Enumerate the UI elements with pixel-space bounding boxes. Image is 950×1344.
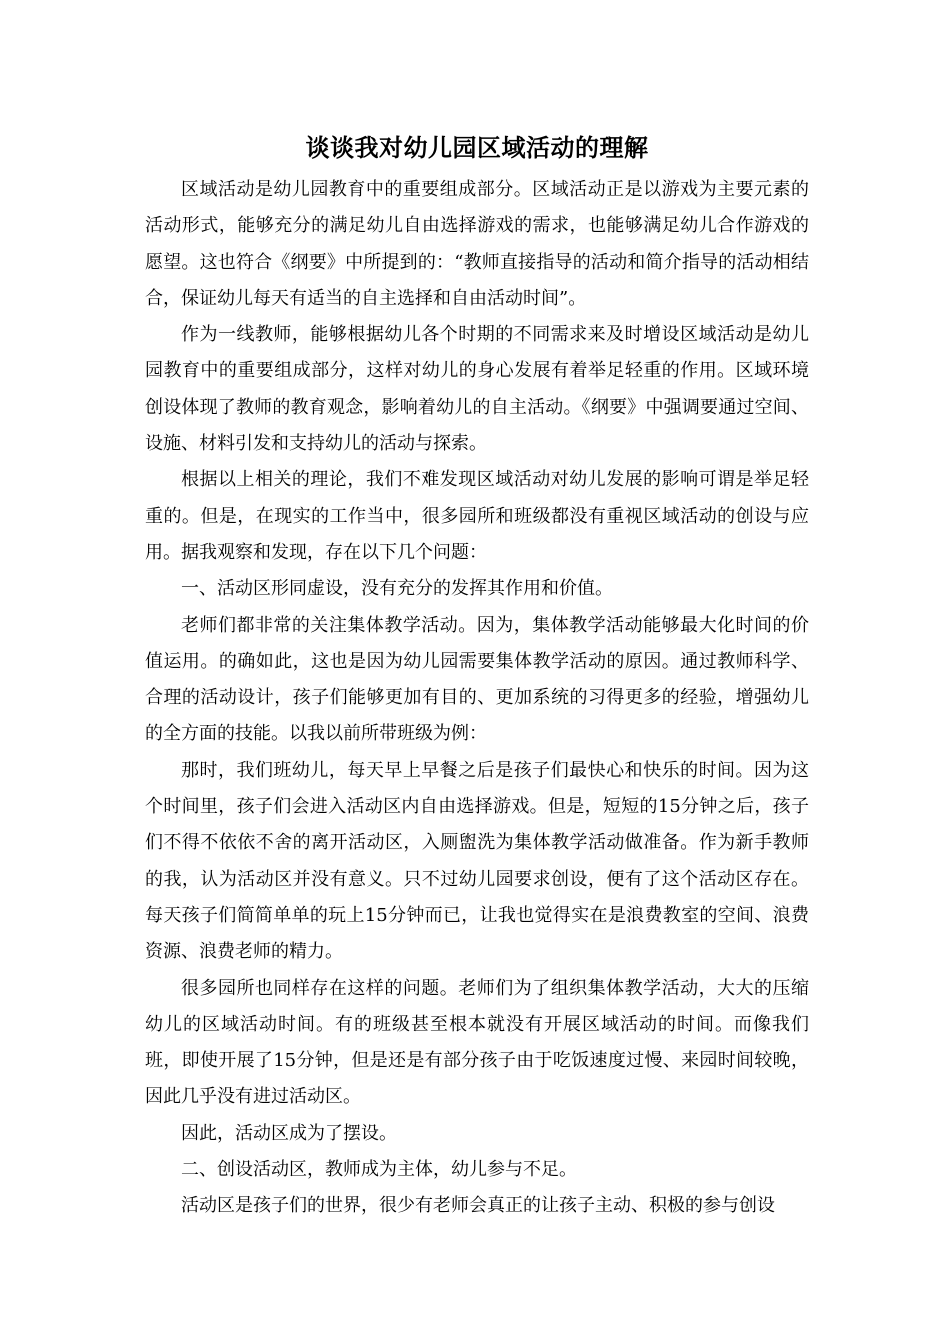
paragraph: 根据以上相关的理论，我们不难发现区域活动对幼儿发展的影响可谓是举足轻重的。但是，在现实的工作当中，很多园所和班级都没有重视区域活动的创设与应用。据我观察和发现，存在以下几个问题： bbox=[145, 469, 809, 563]
section-heading: 二、创设活动区，教师成为主体，幼儿参与不足。 bbox=[181, 1159, 577, 1181]
paragraph: 区域活动是幼儿园教育中的重要组成部分。区域活动正是以游戏为主要元素的活动形式，能够充分的满足幼儿自由选择游戏的需求，也能够满足幼儿合作游戏的愿望。这也符合《纲要》中所提到的：“教师直接指导的活动和简介指导的活动相结合，保证幼儿每天有适当的自主选择和自由活动时间”。 bbox=[145, 179, 809, 309]
document-page bbox=[145, 128, 809, 1225]
paragraph: 因此，活动区成为了摆设。 bbox=[181, 1122, 397, 1144]
paragraph: 老师们都非常的关注集体教学活动。因为，集体教学活动能够最大化时间的价值运用。的确如此，这也是因为幼儿园需要集体教学活动的原因。通过教师科学、合理的活动设计，孩子们能够更加有目的、更加系统的习得更多的经验，增强幼儿的全方面的技能。以我以前所带班级为例： bbox=[145, 614, 809, 745]
section-heading: 一、活动区形同虚设，没有充分的发挥其作用和价值。 bbox=[181, 578, 613, 600]
paragraph: 作为一线教师，能够根据幼儿各个时期的不同需求来及时增设区域活动是幼儿园教育中的重要组成部分，这样对幼儿的身心发展有着举足轻重的作用。区域环境创设体现了教师的教育观念，影响着幼儿的自主活动。《纲要》中强调要通过空间、设施、材料引发和支持幼儿的活动与探索。 bbox=[145, 324, 809, 455]
paragraph: 那时，我们班幼儿，每天早上早餐之后是孩子们最快心和快乐的时间。因为这个时间里，孩子们会进入活动区内自由选择游戏。但是，短短的15分钟之后，孩子们不得不依依不舍的离开活动区，入厕盥洗为集体教学活动做准备。作为新手教师的我，认为活动区并没有意义。只不过幼儿园要求创设，便有了这个活动区存在。每天孩子们简简单单的玩上15分钟而已，让我也觉得实在是浪费教室的空间、浪费资源、浪费老师的精力。 bbox=[145, 759, 809, 963]
paragraph: 很多园所也同样存在这样的问题。老师们为了组织集体教学活动，大大的压缩幼儿的区域活动时间。有的班级甚至根本就没有开展区域活动的时间。而像我们班，即使开展了15分钟，但是还是有部分孩子由于吃饭速度过慢、来园时间较晚，因此几乎没有进过活动区。 bbox=[145, 977, 809, 1108]
document-title: 谈谈我对幼儿园区域活动的理解 bbox=[305, 133, 649, 162]
paragraph: 活动区是孩子们的世界，很少有老师会真正的让孩子主动、积极的参与创设 bbox=[181, 1195, 775, 1217]
